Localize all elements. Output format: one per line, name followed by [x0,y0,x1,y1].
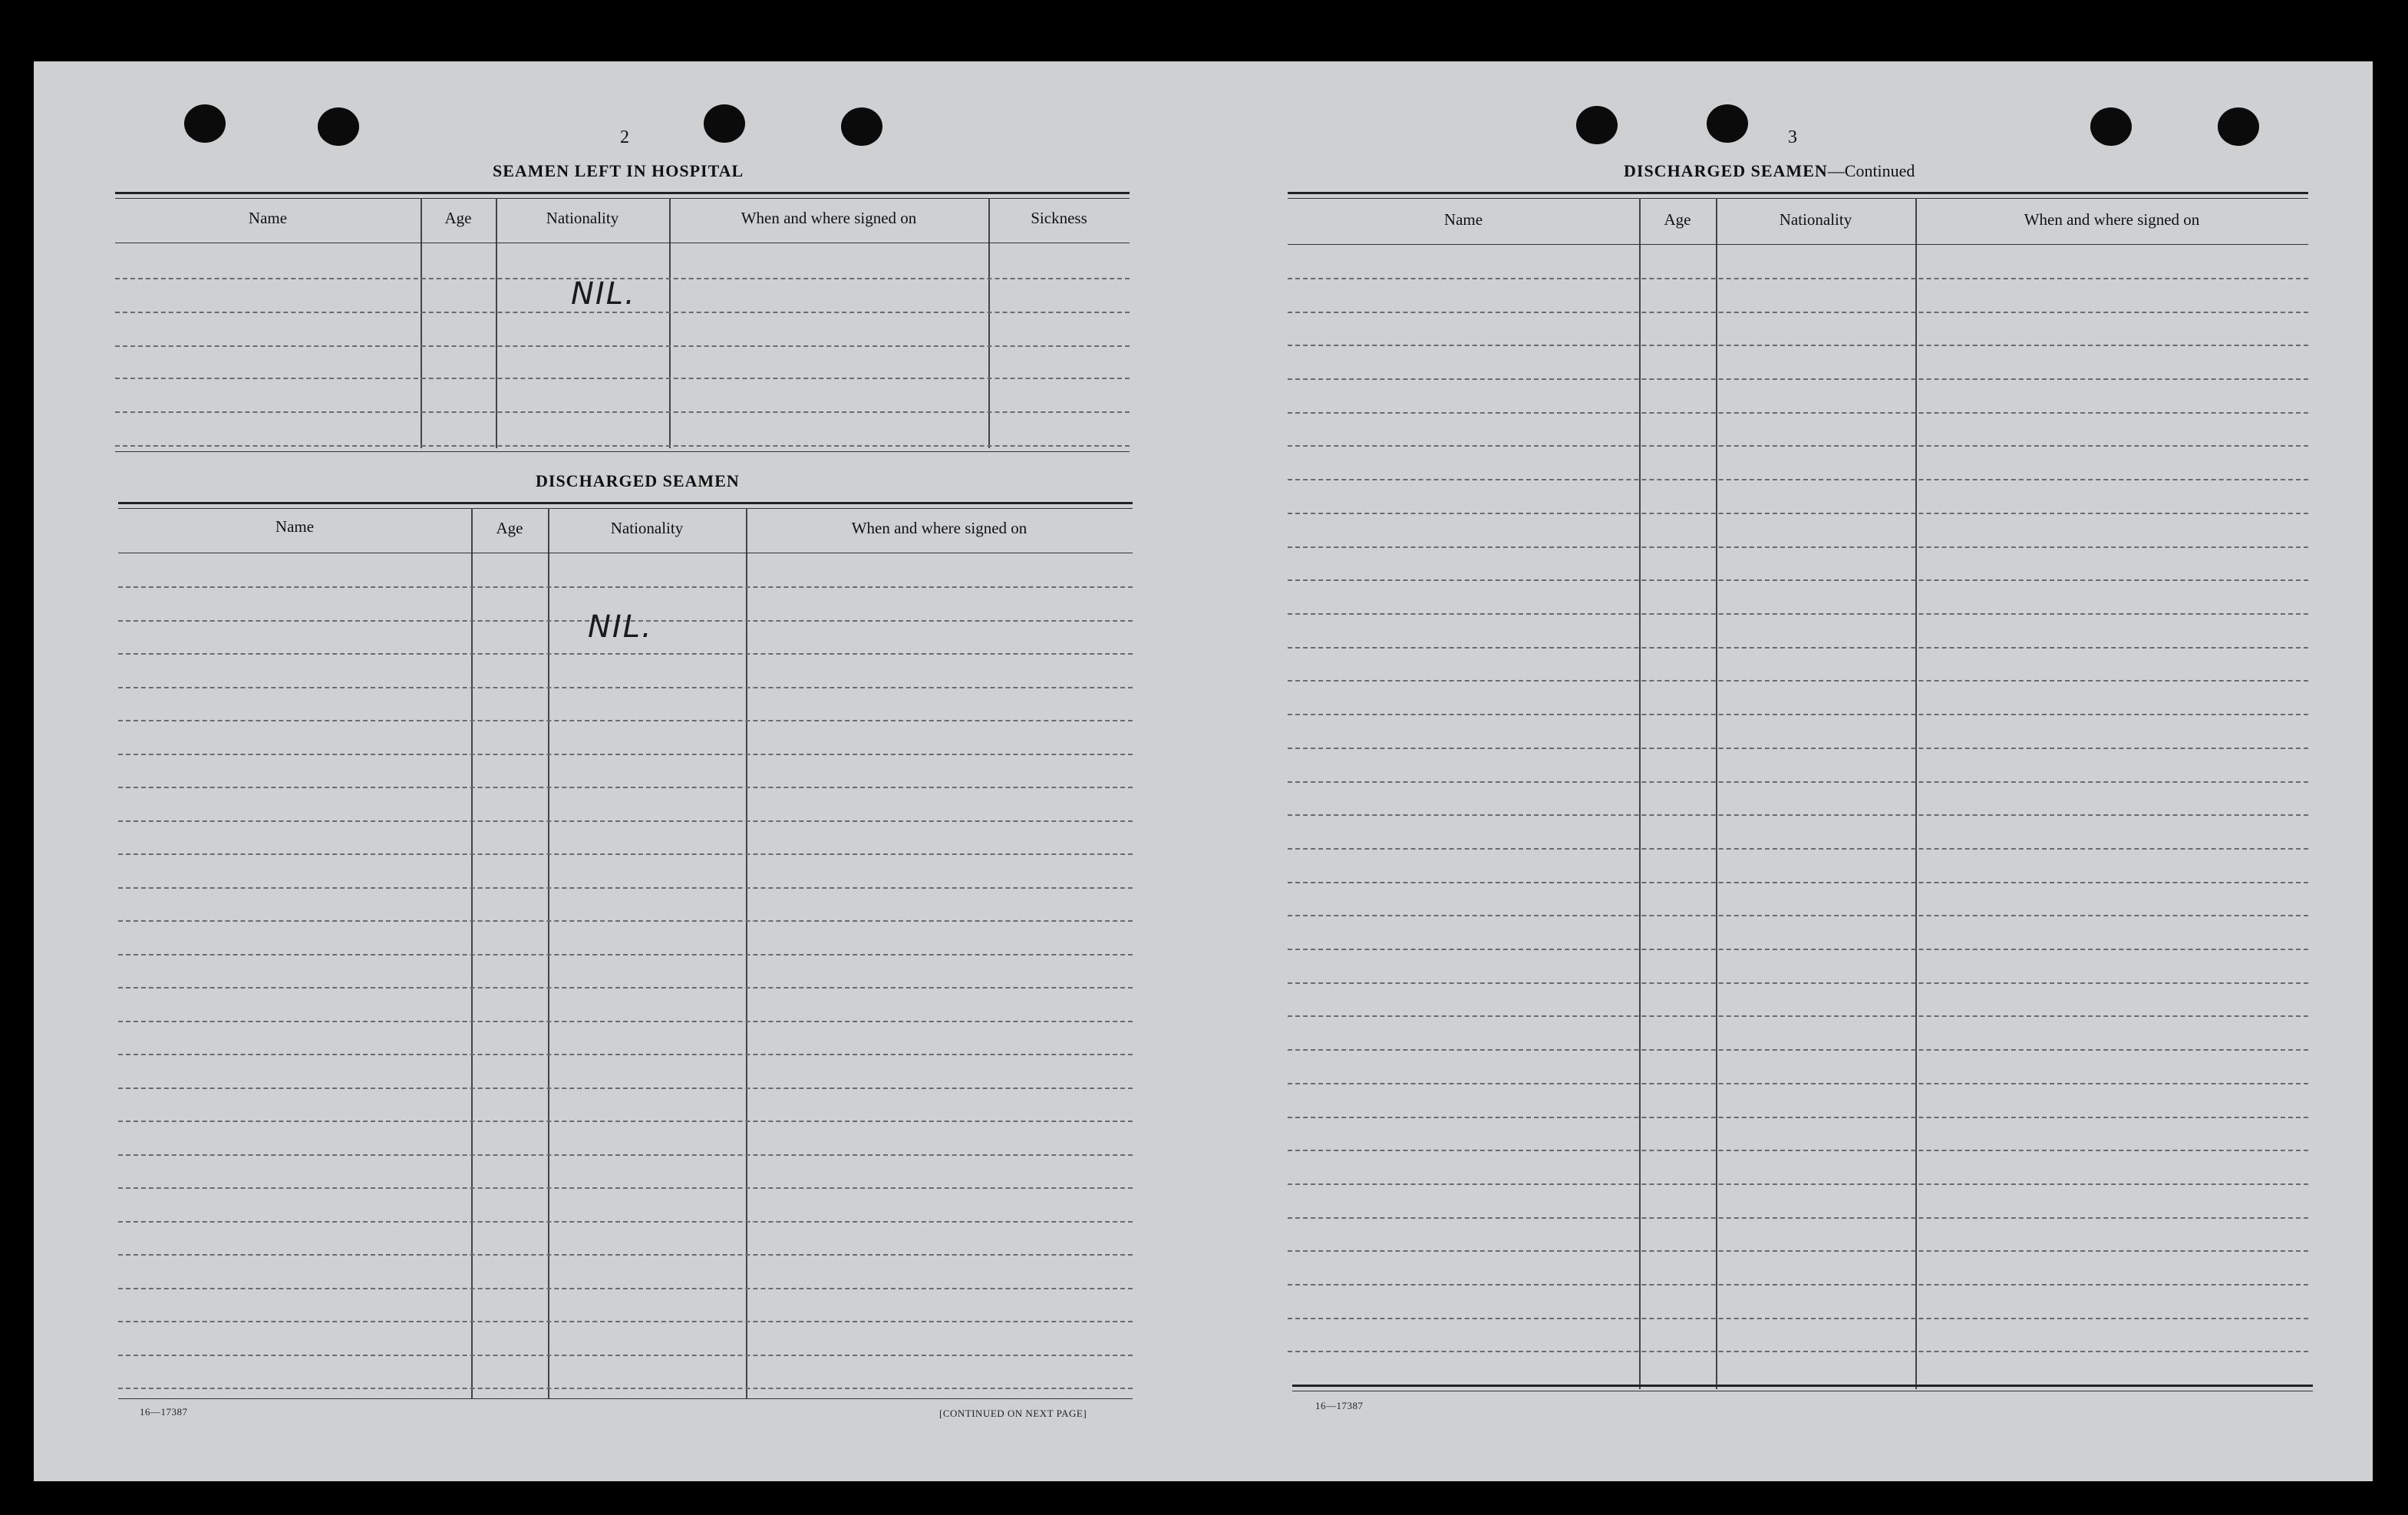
page-number: 2 [620,127,629,147]
column-header-nationality: Nationality [546,209,619,227]
discharged-continued-title [1624,161,1915,181]
ruled-line [118,1321,1133,1322]
punch-hole [184,104,226,143]
ruled-line [118,1388,1133,1389]
ruled-line [1288,579,2308,581]
hospital-section-title: SEAMEN LEFT IN HOSPITAL [493,161,744,180]
ruled-line [118,1254,1133,1256]
ruled-line [1288,781,2308,783]
ruled-line [1288,748,2308,749]
ruled-line [1288,949,2308,950]
column-header-age: Age [444,209,472,227]
ruled-line [1288,412,2308,414]
form-sheet [34,61,2373,1481]
discharged-section-title: DISCHARGED SEAMEN [536,471,740,490]
ruled-line [1288,1284,2308,1286]
ruled-line [118,820,1133,822]
handwritten-nil-entry: NIL. [571,276,636,312]
ruled-line [118,1355,1133,1356]
column-header-name: Name [275,517,315,536]
column-header-age: Age [496,519,523,537]
punch-hole [2218,107,2259,146]
ruled-line [1288,1217,2308,1219]
ruled-line [1288,278,2308,279]
ruled-line [1288,848,2308,850]
ruled-line [1288,714,2308,715]
ruled-line [1288,345,2308,346]
ruled-line [1288,513,2308,514]
ruled-line [1288,1351,2308,1352]
column-header-when-where: When and where signed on [2024,210,2200,229]
ruled-line [118,1154,1133,1156]
ruled-line [118,1187,1133,1189]
ruled-line [118,987,1133,989]
ruled-line [118,586,1133,588]
page-number: 3 [1788,127,1797,147]
ruled-line [118,1054,1133,1055]
ruled-line [1288,982,2308,984]
ruled-line [118,1121,1133,1122]
punch-hole [1576,106,1618,144]
continued-note: [CONTINUED ON NEXT PAGE] [939,1408,1087,1419]
ruled-line [118,853,1133,855]
ruled-line [118,954,1133,956]
ruled-line [1288,1049,2308,1051]
ruled-line [118,653,1133,655]
form-number: 16—17387 [1315,1400,1364,1411]
punch-hole [2090,107,2132,146]
punch-hole [841,107,882,146]
ruled-line [1288,1015,2308,1017]
ruled-line [1288,1083,2308,1084]
column-header-sickness: Sickness [1031,209,1087,227]
ruled-line [118,754,1133,755]
title-main: DISCHARGED SEAMEN [1624,161,1828,180]
column-header-name: Name [248,209,288,227]
handwritten-nil-entry: NIL. [588,609,653,645]
title-continued: —Continued [1827,161,1915,180]
ruled-line [1288,1250,2308,1252]
column-header-nationality: Nationality [610,519,684,537]
ruled-line [1288,378,2308,380]
ruled-line [1288,814,2308,816]
column-header-nationality: Nationality [1779,210,1852,229]
punch-hole [704,104,745,143]
ruled-line [1288,1117,2308,1118]
ruled-line [118,1288,1133,1289]
ruled-line [1288,613,2308,615]
ruled-line [1288,1318,2308,1319]
ruled-line [1288,915,2308,916]
ruled-line [118,887,1133,889]
ruled-line [1288,546,2308,548]
column-header-name: Name [1443,210,1483,229]
ruled-line [1288,479,2308,480]
punch-hole [1707,104,1748,143]
column-header-when-where: When and where signed on [851,519,1028,537]
form-number: 16—17387 [140,1406,188,1418]
ruled-line [1288,680,2308,682]
ruled-line [1288,312,2308,313]
ruled-line [1288,882,2308,883]
punch-hole [318,107,359,146]
ruled-line [118,1088,1133,1089]
ruled-line [1288,1150,2308,1151]
column-header-age: Age [1664,210,1691,229]
ruled-line [118,687,1133,688]
ruled-line [1288,445,2308,447]
ruled-line [118,920,1133,922]
ruled-line [1288,647,2308,649]
ruled-line [118,1221,1133,1223]
ruled-line [118,1021,1133,1022]
ruled-line [118,787,1133,788]
column-header-when-where: When and where signed on [741,209,917,227]
ruled-line [118,720,1133,721]
ruled-line [1288,1183,2308,1185]
